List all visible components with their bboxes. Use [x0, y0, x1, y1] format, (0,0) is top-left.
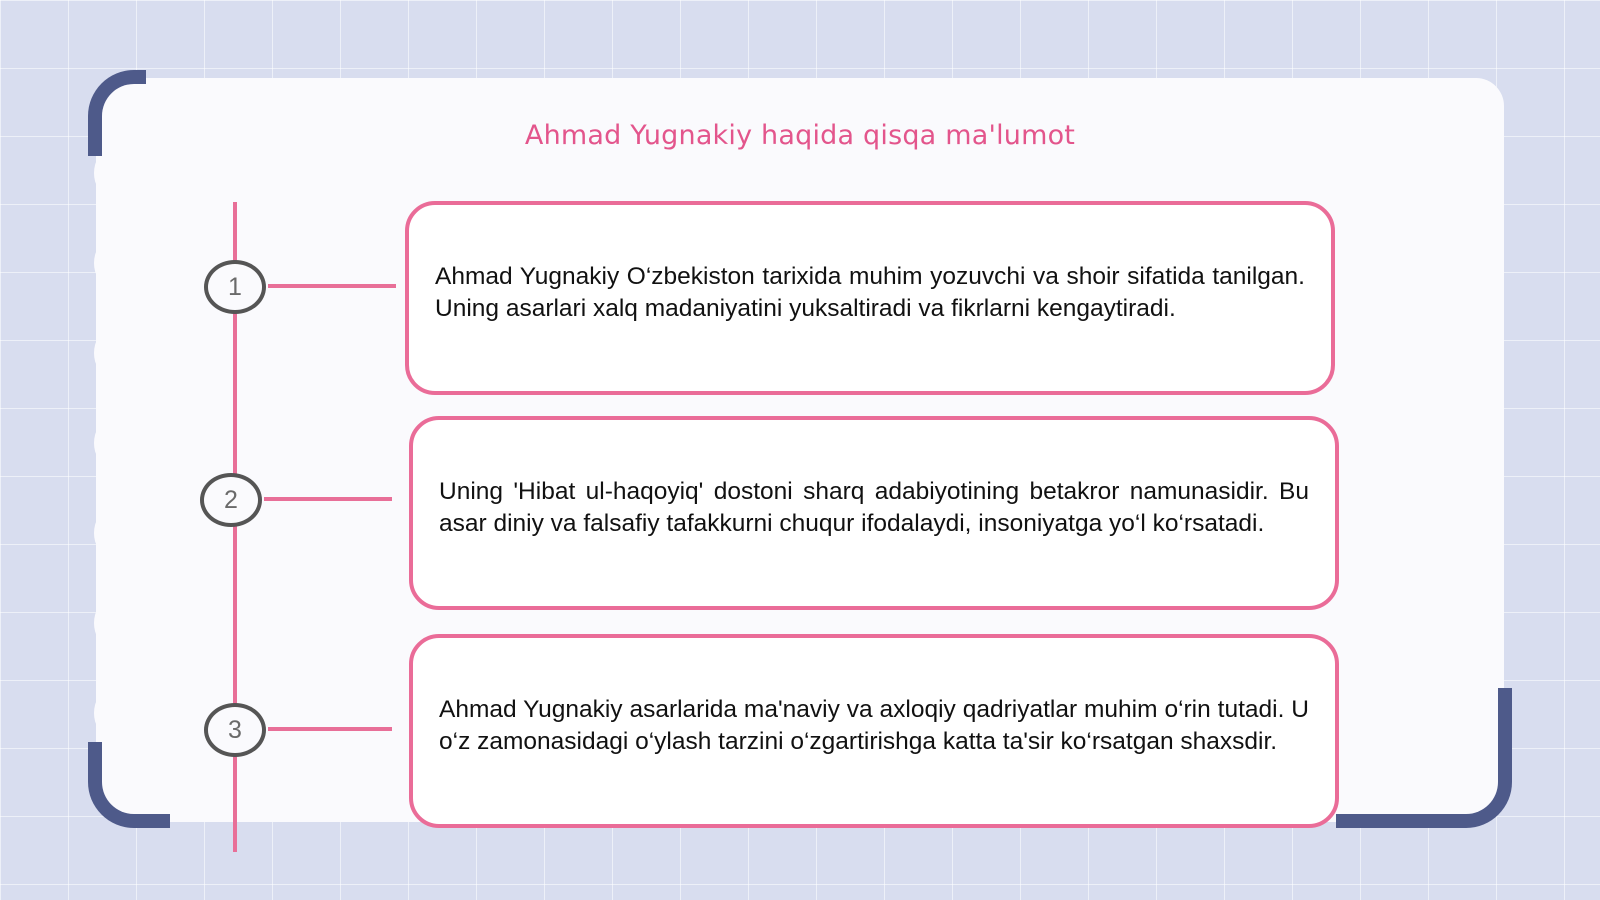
- corner-bracket-bottom-right: [1336, 688, 1512, 828]
- card-edge-scallop: [94, 150, 126, 196]
- slide-title: Ahmad Yugnakiy haqida qisqa ma'lumot: [524, 120, 1076, 151]
- step-number-badge: 3: [204, 703, 266, 757]
- card-edge-scallop: [94, 330, 126, 376]
- card-edge-scallop: [94, 600, 126, 646]
- step-number-badge: 1: [204, 260, 266, 314]
- info-box: [409, 634, 1339, 828]
- card-edge-scallop: [94, 420, 126, 466]
- card-edge-scallop: [94, 510, 126, 556]
- step-number-badge: 2: [200, 473, 262, 527]
- timeline-connector: [268, 727, 392, 731]
- info-text: Ahmad Yugnakiy O‘zbekiston tarixida muhim yozuvchi va shoir sifatida tanilgan. Uning asarlari xalq madaniyatini yuksaltiradi va fikrlarni kengaytiradi.: [435, 263, 1305, 322]
- corner-bracket-top-left: [88, 70, 146, 156]
- corner-bracket-bottom-left: [88, 742, 170, 828]
- card-edge-scallop: [94, 690, 126, 736]
- info-box: [405, 201, 1335, 395]
- info-text: Uning 'Hibat ul-haqoyiq' dostoni sharq adabiyotining betakror namunasidir. Bu asar diniy va falsafiy tafakkurni chuqur ifodalaydi, insoniyatga yo‘l ko‘rsatadi.: [439, 478, 1309, 537]
- timeline-connector: [264, 497, 392, 501]
- info-box: [409, 416, 1339, 610]
- card-edge-scallop: [94, 240, 126, 286]
- info-text: Ahmad Yugnakiy asarlarida ma'naviy va axloqiy qadriyatlar muhim o‘rin tutadi. U o‘z zamonasidagi o‘ylash tarzini o‘zgartirishga katta ta'sir ko‘rsatgan shaxsdir.: [439, 696, 1309, 755]
- timeline-connector: [268, 284, 396, 288]
